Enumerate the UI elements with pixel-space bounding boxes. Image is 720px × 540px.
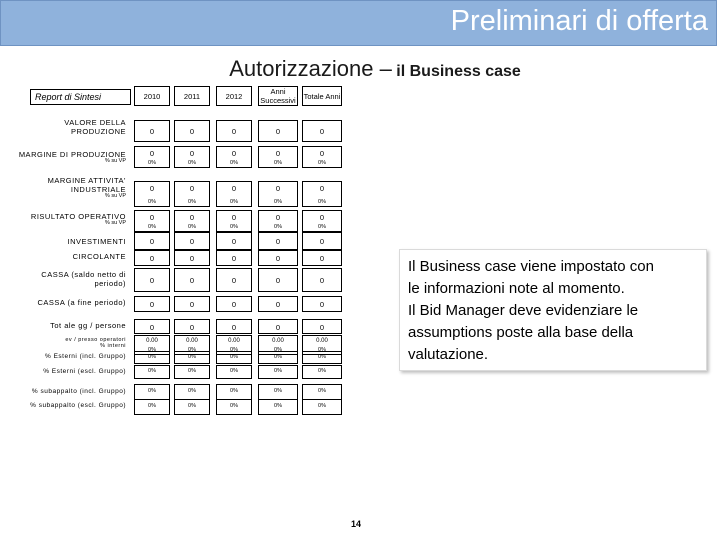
cell-value: 0	[189, 300, 195, 309]
table-cell	[174, 120, 210, 142]
table-cell	[258, 319, 298, 334]
cell-value: 0%	[318, 403, 326, 409]
row-label-line: MARGINE DI PRODUZIONE	[18, 150, 126, 159]
table-cell	[216, 146, 252, 168]
table-cell	[258, 181, 298, 207]
row-label	[43, 368, 126, 375]
table-cell	[134, 146, 170, 168]
cell-value: 0	[149, 322, 155, 332]
row-sub-label: % su VP	[104, 158, 126, 164]
table-cell	[216, 268, 252, 292]
cell-value: 0	[189, 213, 195, 222]
cell-value: 0	[319, 300, 325, 309]
table-cell	[258, 232, 298, 250]
row-label-line: % subappalto (incl. Gruppo)	[31, 388, 126, 395]
table-cell	[216, 250, 252, 266]
table-cell	[134, 296, 170, 312]
cell-value: 0	[231, 276, 237, 285]
table-cell	[134, 399, 170, 415]
row-label-line: % Esterni (escl. Gruppo)	[43, 368, 126, 375]
cell-value: 0	[149, 276, 155, 285]
table-cell	[134, 232, 170, 250]
table-cell	[134, 351, 170, 364]
table-cell	[134, 268, 170, 292]
row-label-line: VALORE DELLA	[64, 118, 126, 127]
table-cell	[216, 399, 252, 415]
cell-value: 0%	[230, 368, 238, 374]
table-cell	[174, 268, 210, 292]
cell-value: 0	[231, 213, 237, 222]
note-line: Il Bid Manager deve evidenziare le	[408, 302, 639, 319]
table-cell	[258, 365, 298, 379]
cell-value: 0%	[148, 368, 156, 374]
column-header: 2012	[216, 86, 252, 106]
table-cell	[258, 399, 298, 415]
note-line: Il Business case viene impostato con	[408, 258, 654, 275]
cell-value: 0	[275, 276, 281, 285]
cell-value: 0	[189, 149, 195, 158]
row-label-line: ev / presso operatori	[65, 337, 126, 343]
slide-title-main: Autorizzazione –	[229, 56, 392, 81]
cell-value: 0	[189, 127, 195, 136]
row-sub-label: % su VP	[104, 193, 126, 199]
cell-value: 0	[231, 149, 237, 158]
cell-value: 0%	[230, 353, 238, 360]
row-label	[50, 321, 126, 330]
table-cell	[258, 250, 298, 266]
cell-value: 0	[189, 184, 195, 193]
row-label	[64, 118, 126, 136]
table-cell	[302, 268, 342, 292]
cell-percent: 0%	[274, 160, 282, 166]
cell-value: 0%	[148, 403, 156, 409]
cell-percent: 0%	[148, 160, 156, 166]
cell-value: 0	[275, 127, 281, 136]
cell-value: 0	[319, 184, 325, 193]
table-cell	[258, 210, 298, 232]
cell-value: 0%	[188, 353, 196, 360]
row-label-line: CIRCOLANTE	[72, 252, 126, 261]
table-cell	[174, 351, 210, 364]
table-cell	[216, 319, 252, 334]
cell-percent: 0%	[188, 160, 196, 166]
table-cell	[302, 232, 342, 250]
cell-value: 0%	[148, 353, 156, 360]
cell-value: 0%	[318, 388, 326, 394]
table-cell	[302, 210, 342, 232]
cell-value: 0	[275, 184, 281, 193]
cell-value: 0	[231, 237, 237, 246]
row-label-line: % subappalto (escl. Gruppo)	[30, 402, 126, 409]
business-case-note	[399, 249, 707, 371]
cell-value: 0	[275, 237, 281, 246]
cell-value: 0.00	[272, 338, 284, 344]
table-cell	[302, 319, 342, 334]
cell-value: 0	[231, 254, 237, 263]
table-cell	[258, 351, 298, 364]
row-label-line: % interni	[100, 343, 126, 349]
cell-value: 0	[275, 254, 281, 263]
table-cell	[216, 351, 252, 364]
table-cell	[134, 181, 170, 207]
row-label-line: Tot ale gg / persone	[50, 321, 126, 330]
cell-percent: 0%	[188, 199, 196, 205]
table-cell	[302, 365, 342, 379]
table-cell	[134, 365, 170, 379]
cell-percent: 0%	[318, 199, 326, 205]
cell-value: 0.00	[146, 338, 158, 344]
cell-value: 0	[231, 322, 237, 332]
cell-value: 0	[319, 237, 325, 246]
row-label	[32, 388, 126, 395]
cell-value: 0	[319, 127, 325, 136]
cell-percent: 0%	[274, 199, 282, 205]
cell-percent: 0%	[274, 347, 282, 353]
column-header: Totale Anni	[302, 86, 342, 106]
table-cell	[134, 250, 170, 266]
cell-value: 0	[319, 213, 325, 222]
row-label	[41, 270, 126, 288]
cell-value: 0	[149, 184, 155, 193]
cell-value: 0	[149, 300, 155, 309]
row-label	[73, 252, 126, 261]
row-label-line: % Esterni (incl. Gruppo)	[45, 353, 126, 360]
cell-value: 0	[149, 254, 155, 263]
table-cell	[216, 210, 252, 232]
cell-value: 0%	[274, 368, 282, 374]
row-label	[45, 353, 126, 360]
table-cell	[216, 232, 252, 250]
cell-percent: 0%	[318, 347, 326, 353]
cell-value: 0	[275, 322, 281, 332]
table-cell	[134, 120, 170, 142]
table-cell	[134, 384, 170, 400]
cell-percent: 0%	[188, 224, 196, 230]
cell-value: 0	[189, 254, 195, 263]
cell-value: 0%	[318, 368, 326, 374]
row-label	[65, 337, 126, 349]
cell-value: 0	[275, 149, 281, 158]
cell-value: 0	[231, 184, 237, 193]
cell-value: 0%	[188, 388, 196, 394]
row-label-line: periodo)	[94, 279, 126, 288]
cell-value: 0	[319, 276, 325, 285]
cell-value: 0%	[148, 388, 156, 394]
table-cell	[302, 296, 342, 312]
cell-percent: 0%	[148, 199, 156, 205]
table-cell	[174, 232, 210, 250]
table-cell	[302, 146, 342, 168]
cell-percent: 0%	[188, 347, 196, 353]
table-cell	[174, 210, 210, 232]
table-cell	[302, 250, 342, 266]
table-cell	[174, 319, 210, 334]
cell-value: 0	[319, 149, 325, 158]
table-cell	[302, 181, 342, 207]
cell-value: 0%	[274, 403, 282, 409]
cell-percent: 0%	[230, 224, 238, 230]
note-line: assumptions poste alla base della	[408, 324, 634, 341]
cell-value: 0%	[188, 403, 196, 409]
table-cell	[216, 120, 252, 142]
cell-value: 0	[275, 300, 281, 309]
table-cell	[174, 365, 210, 379]
cell-value: 0%	[188, 368, 196, 374]
table-cell	[174, 181, 210, 207]
table-cell	[258, 268, 298, 292]
row-label-line: MARGINE ATTIVITA'	[47, 176, 126, 185]
cell-value: 0	[149, 127, 155, 136]
cell-value: 0	[231, 127, 237, 136]
row-label-line: CASSA (a fine periodo)	[37, 298, 126, 307]
note-line: valutazione.	[408, 346, 489, 363]
row-label-line: INDUSTRIALE	[70, 185, 126, 194]
row-label	[67, 237, 126, 246]
cell-percent: 0%	[230, 199, 238, 205]
note-line: le informazioni note al momento.	[408, 280, 625, 297]
banner-title: Preliminari di offerta	[450, 5, 708, 37]
table-cell	[174, 384, 210, 400]
cell-value: 0.00	[316, 338, 328, 344]
cell-percent: 0%	[230, 347, 238, 353]
row-label-line: INVESTIMENTI	[67, 237, 126, 246]
table-cell	[258, 120, 298, 142]
cell-percent: 0%	[318, 160, 326, 166]
page-number: 14	[351, 519, 362, 529]
column-header: Anni Successivi	[258, 86, 298, 106]
column-header: 2010	[134, 86, 170, 106]
cell-value: 0	[189, 322, 195, 332]
cell-value: 0	[189, 237, 195, 246]
table-cell	[174, 146, 210, 168]
cell-value: 0	[231, 300, 237, 309]
table-cell	[216, 384, 252, 400]
table-cell	[174, 250, 210, 266]
row-sub-label: % su VP	[104, 220, 126, 226]
row-label	[37, 298, 126, 307]
cell-percent: 0%	[318, 224, 326, 230]
cell-value: 0	[149, 213, 155, 222]
cell-value: 0%	[274, 353, 282, 360]
table-cell	[302, 351, 342, 364]
row-label-line: CASSA (saldo netto di	[41, 270, 126, 279]
table-cell	[216, 296, 252, 312]
table-cell	[258, 296, 298, 312]
cell-percent: 0%	[230, 160, 238, 166]
cell-value: 0	[149, 149, 155, 158]
cell-value: 0%	[230, 388, 238, 394]
table-cell	[258, 146, 298, 168]
cell-value: 0%	[274, 388, 282, 394]
table-cell	[302, 399, 342, 415]
cell-percent: 0%	[148, 224, 156, 230]
table-cell	[302, 120, 342, 142]
table-cell	[174, 296, 210, 312]
column-header: 2011	[174, 86, 210, 106]
row-label-line: PRODUZIONE	[70, 127, 126, 136]
cell-value: 0	[319, 254, 325, 263]
cell-value: 0%	[318, 353, 326, 360]
slide-title-sub: il Business case	[391, 63, 521, 80]
cell-value: 0	[319, 322, 325, 332]
table-cell	[302, 384, 342, 400]
table-cell	[174, 399, 210, 415]
table-cell	[258, 384, 298, 400]
row-label-line: RISULTATO OPERATIVO	[30, 212, 126, 221]
table-cell	[216, 181, 252, 207]
cell-value: 0	[149, 237, 155, 246]
cell-value: 0%	[230, 403, 238, 409]
table-cell	[134, 210, 170, 232]
cell-percent: 0%	[274, 224, 282, 230]
report-label: Report di Sintesi	[30, 89, 131, 105]
cell-percent: 0%	[148, 347, 156, 353]
cell-value: 0	[189, 276, 195, 285]
table-cell	[134, 319, 170, 334]
cell-value: 0.00	[186, 338, 198, 344]
row-label	[30, 402, 126, 409]
row-label	[48, 176, 126, 194]
cell-value: 0.00	[228, 338, 240, 344]
table-cell	[216, 365, 252, 379]
cell-value: 0	[275, 213, 281, 222]
